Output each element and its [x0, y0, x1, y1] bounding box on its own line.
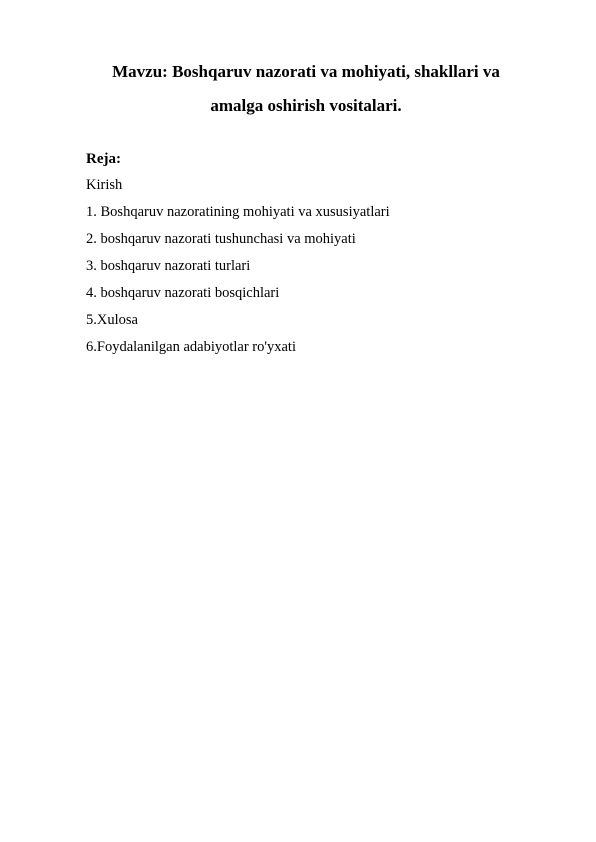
plan-heading: Reja:	[86, 151, 121, 167]
plan-item-3: 3. boshqaruv nazorati turlari	[86, 258, 251, 274]
plan-item-references: 6.Foydalanilgan adabiyotlar ro'yxati	[86, 339, 296, 355]
document-title-line-1: Mavzu: Boshqaruv nazorati va mohiyati, shakllari va	[112, 62, 500, 81]
plan-item-4: 4. boshqaruv nazorati bosqichlari	[86, 285, 280, 301]
plan-item-2: 2. boshqaruv nazorati tushunchasi va mohiyati	[86, 231, 356, 247]
plan-list	[86, 172, 390, 361]
plan-item-1: 1. Boshqaruv nazoratining mohiyati va xususiyatlari	[86, 204, 390, 220]
plan-item-conclusion: 5.Xulosa	[86, 312, 138, 328]
document-title-line-2: amalga oshirish vositalari.	[210, 96, 402, 115]
plan-item-intro: Kirish	[86, 177, 123, 193]
